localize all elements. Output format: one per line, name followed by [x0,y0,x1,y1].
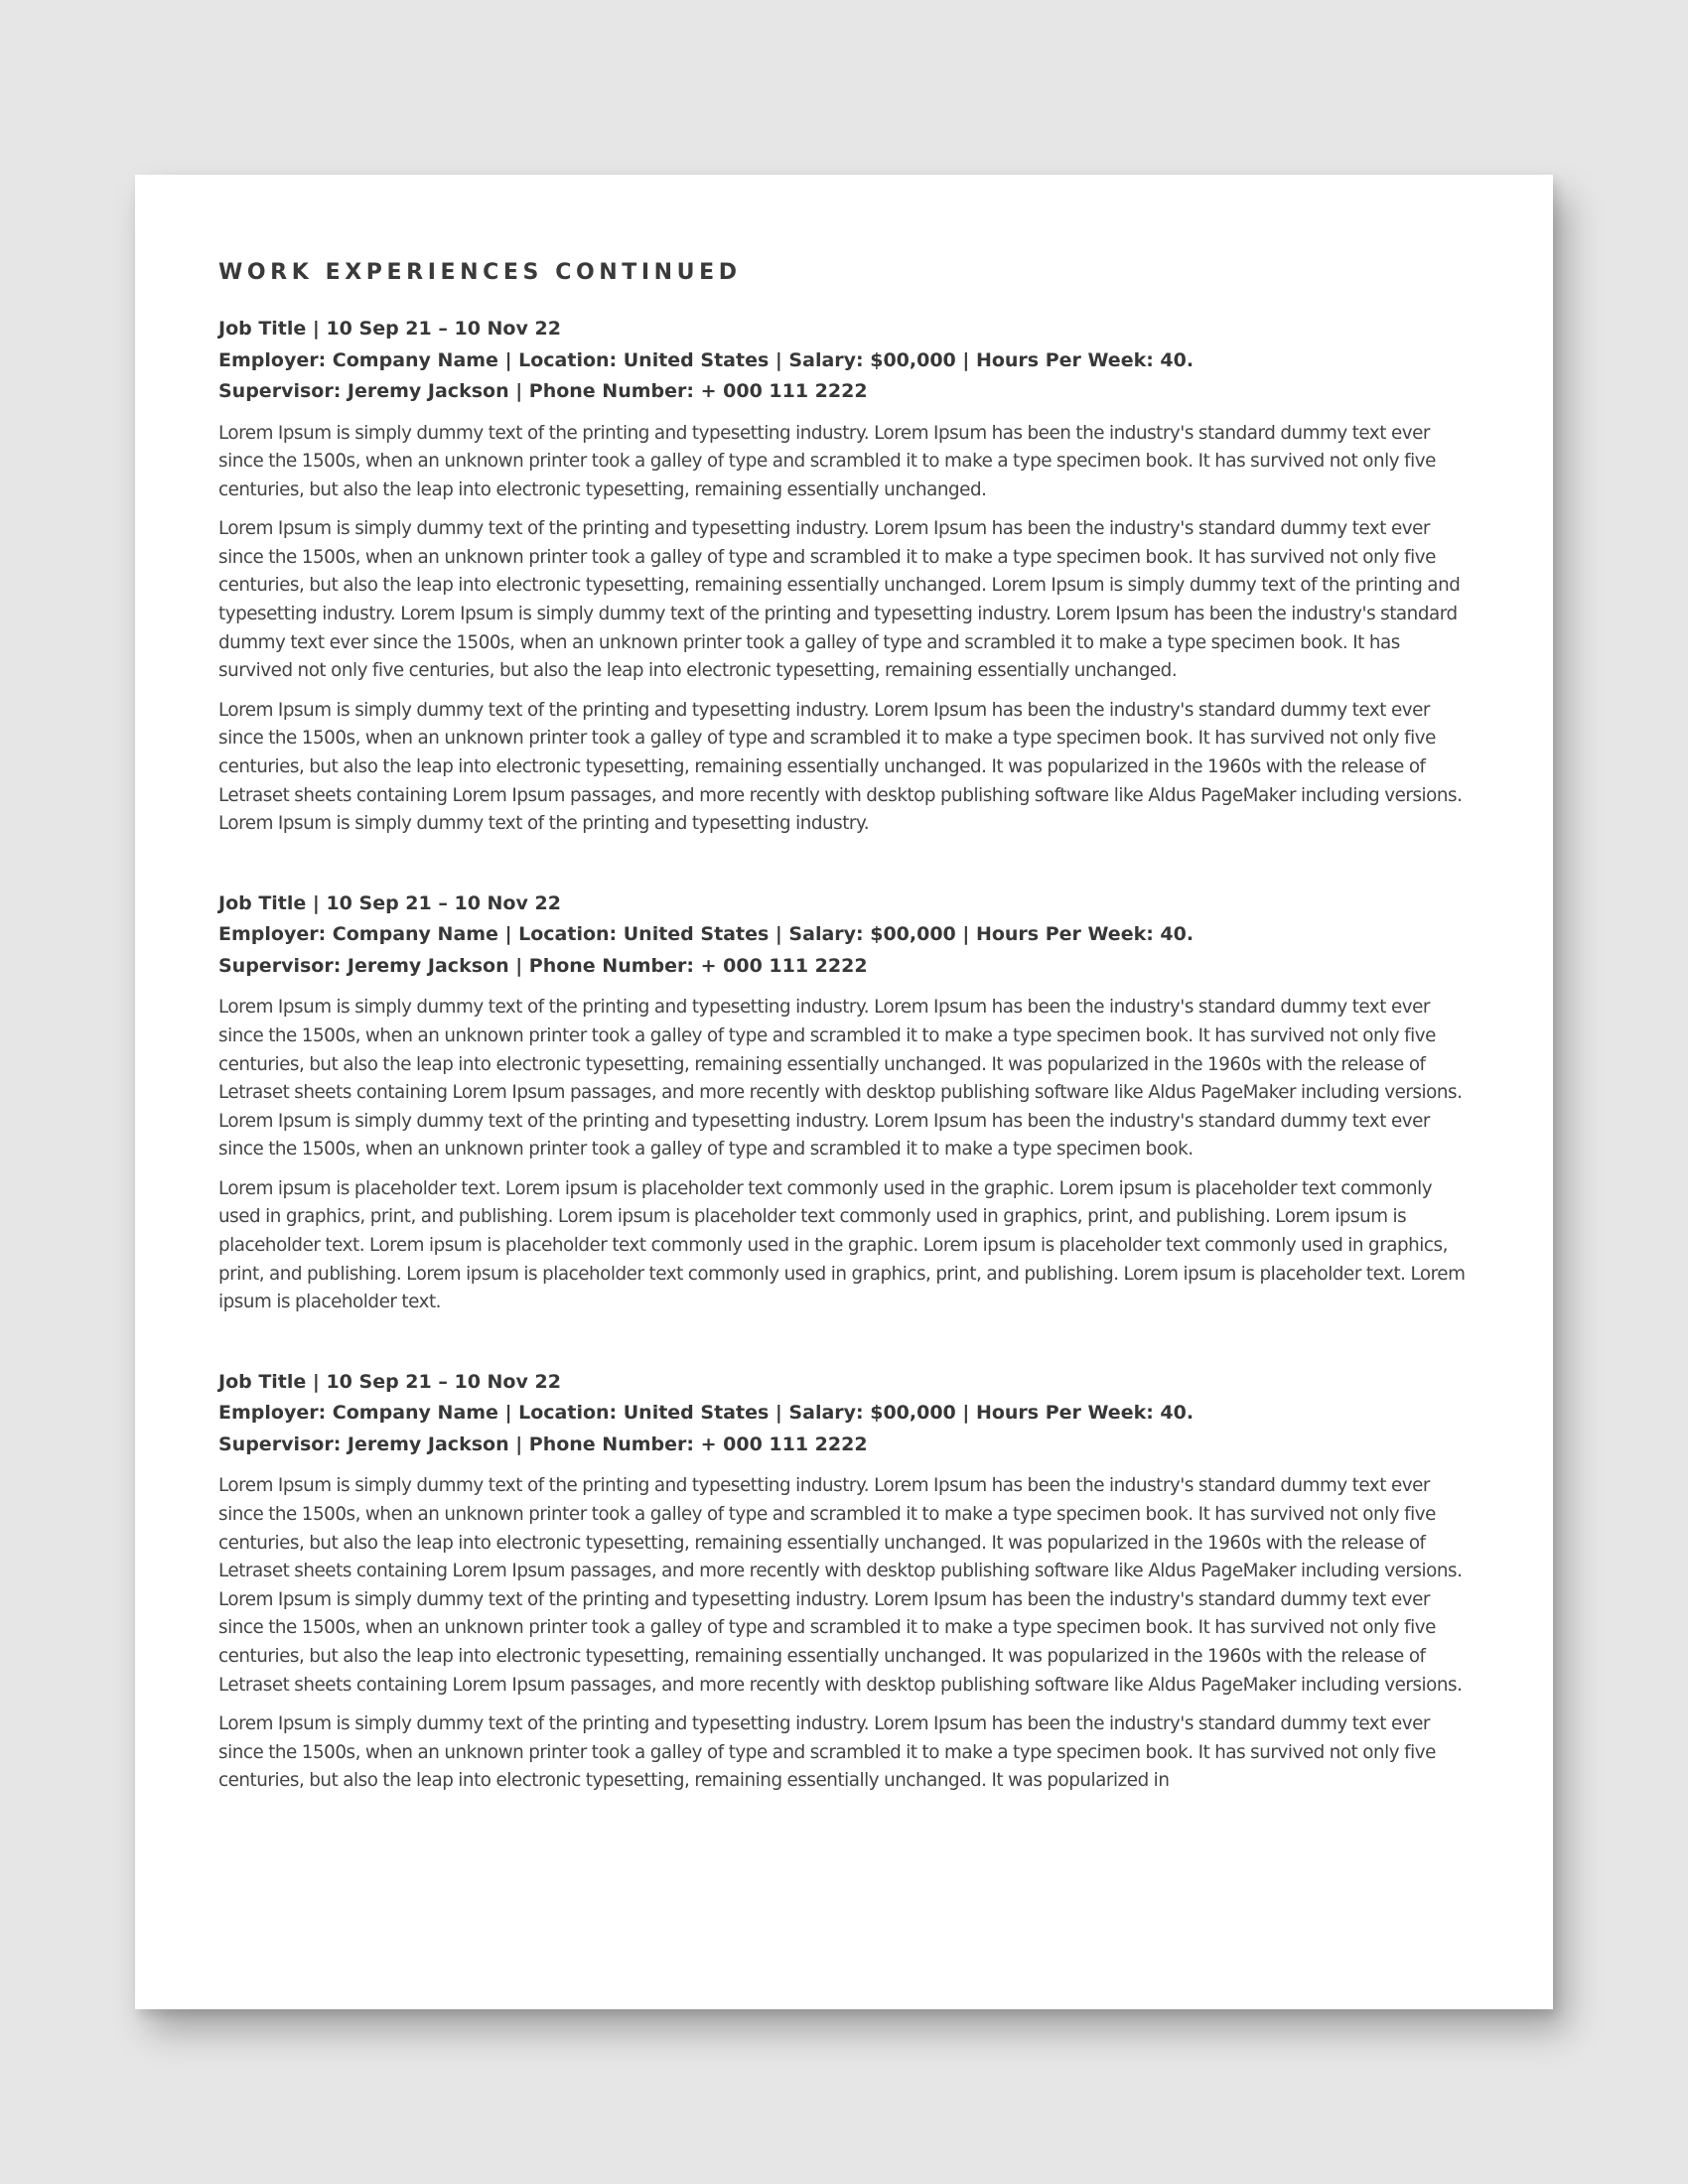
resume-page [135,175,1553,2009]
job-description-paragraph: Lorem Ipsum is simply dummy text of the printing and typesetting industry. Lorem Ipsum has been the industry's standard dummy text ever since the 1500s, when an unknown printer took a galley of type and scrambled it to make a type specimen book. It has survived not only five centuries, but also the leap into electronic typesetting, remaining essentially unchanged. Lorem Ipsum is simply dummy text of the printing and typesetting industry. Lorem Ipsum is simply dummy text of the printing and typesetting industry. Lorem Ipsum has been the industry's standard dummy text ever since the 1500s, when an unknown printer took a galley of type and scrambled it to make a type specimen book. It has survived not only five centuries, but also the leap into electronic typesetting, remaining essentially unchanged. [218,518,1461,682]
job-description-paragraph: Lorem ipsum is placeholder text. Lorem ipsum is placeholder text commonly used in the graphic. Lorem ipsum is placeholder text commonly used in graphics, print, and publishing. Lorem ipsum is placeholder text commonly used in graphics, print, and publishing. Lorem ipsum is placeholder text. Lorem ipsum is placeholder text commonly used in the graphic. Lorem ipsum is placeholder text commonly used in graphics, print, and publishing. Lorem ipsum is placeholder text commonly used in graphics, print, and publishing. Lorem ipsum is placeholder text. Lorem ipsum is placeholder text. [218,1177,1466,1313]
employer-line: Employer: Company Name | Location: United States | Salary: $00,000 | Hours Per Week: 40. [218,1402,1195,1425]
job-title-line: Job Title | 10 Sep 21 – 10 Nov 22 [218,1370,561,1393]
job-header [218,1367,1470,1461]
supervisor-line: Supervisor: Jeremy Jackson | Phone Number: + 000 111 2222 [218,1433,868,1455]
job-header [218,314,1470,408]
job-entry [218,314,1470,839]
supervisor-line: Supervisor: Jeremy Jackson | Phone Number: + 000 111 2222 [218,954,868,977]
employer-line: Employer: Company Name | Location: United States | Salary: $00,000 | Hours Per Week: 40. [218,348,1195,371]
supervisor-line: Supervisor: Jeremy Jackson | Phone Number: + 000 111 2222 [218,380,868,402]
job-title-line: Job Title | 10 Sep 21 – 10 Nov 22 [218,318,561,340]
job-description-paragraph: Lorem Ipsum is simply dummy text of the printing and typesetting industry. Lorem Ipsum has been the industry's standard dummy text ever since the 1500s, when an unknown printer took a galley of type and scrambled it to make a type specimen book. It has survived not only five centuries, but also the leap into electronic typesetting, remaining essentially unchanged. [218,422,1436,500]
job-entry [218,888,1470,1317]
job-header [218,888,1470,983]
job-entry [218,1367,1470,1796]
job-description-paragraph: Lorem Ipsum is simply dummy text of the printing and typesetting industry. Lorem Ipsum has been the industry's standard dummy text ever since the 1500s, when an unknown printer took a galley of type and scrambled it to make a type specimen book. It has survived not only five centuries, but also the leap into electronic typesetting, remaining essentially unchanged. It was popularized in the 1960s with the release of Letraset sheets containing Lorem Ipsum passages, and more recently with desktop publishing software like Aldus PageMaker including versions. Lorem Ipsum is simply dummy text of the printing and typesetting industry. Lorem Ipsum has been the industry's standard dummy text ever since the 1500s, when an unknown printer took a galley of type and scrambled it to make a type specimen book. [218,997,1463,1160]
job-description-paragraph: Lorem Ipsum is simply dummy text of the printing and typesetting industry. Lorem Ipsum has been the industry's standard dummy text ever since the 1500s, when an unknown printer took a galley of type and scrambled it to make a type specimen book. It has survived not only five centuries, but also the leap into electronic typesetting, remaining essentially unchanged. It was popularized in the 1960s with the release of Letraset sheets containing Lorem Ipsum passages, and more recently with desktop publishing software like Aldus PageMaker including versions. Lorem Ipsum is simply dummy text of the printing and typesetting industry. [218,699,1463,835]
section-title: WORK EXPERIENCES CONTINUED [218,260,742,285]
job-description-paragraph: Lorem Ipsum is simply dummy text of the printing and typesetting industry. Lorem Ipsum has been the industry's standard dummy text ever since the 1500s, when an unknown printer took a galley of type and scrambled it to make a type specimen book. It has survived not only five centuries, but also the leap into electronic typesetting, remaining essentially unchanged. It was popularized in [218,1713,1436,1792]
job-description-paragraph: Lorem Ipsum is simply dummy text of the printing and typesetting industry. Lorem Ipsum has been the industry's standard dummy text ever since the 1500s, when an unknown printer took a galley of type and scrambled it to make a type specimen book. It has survived not only five centuries, but also the leap into electronic typesetting, remaining essentially unchanged. It was popularized in the 1960s with the release of Letraset sheets containing Lorem Ipsum passages, and more recently with desktop publishing software like Aldus PageMaker including versions. Lorem Ipsum is simply dummy text of the printing and typesetting industry. Lorem Ipsum has been the industry's standard dummy text ever since the 1500s, when an unknown printer took a galley of type and scrambled it to make a type specimen book. It has survived not only five centuries, but also the leap into electronic typesetting, remaining essentially unchanged. It was popularized in the 1960s with the release of Letraset sheets containing Lorem Ipsum passages, and more recently with desktop publishing software like Aldus PageMaker including versions. [218,1475,1463,1696]
job-title-line: Job Title | 10 Sep 21 – 10 Nov 22 [218,891,561,914]
employer-line: Employer: Company Name | Location: United States | Salary: $00,000 | Hours Per Week: 40. [218,923,1195,946]
